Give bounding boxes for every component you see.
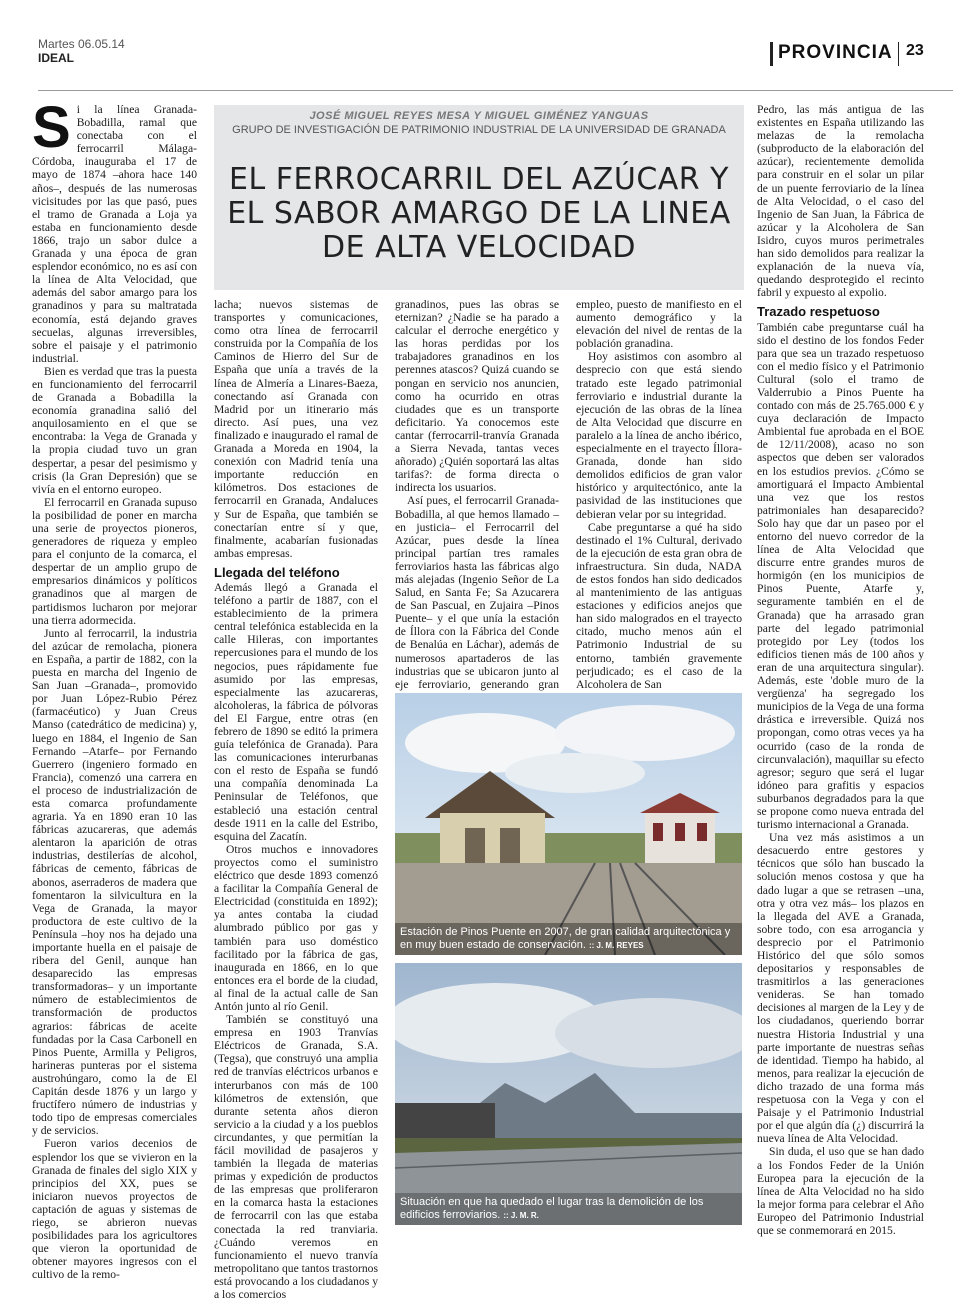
research-group: GRUPO DE INVESTIGACIÓN DE PATRIMONIO INDUSTRIAL DE LA UNIVERSIDAD DE GRANADA	[232, 124, 726, 136]
column-1-text	[32, 95, 197, 1282]
issue-date: Martes 06.05.14	[38, 37, 125, 51]
paragraph: Una vez más asistimos a un desacuerdo entre gestores y técnicos que sólo han buscado la solución menos costosa y que ha dado lugar a que se retrasen –una, otra y otra vez más– los plazos en la llegada del AVE a Granada, sobre todo, con esa arrogancia y desprecio por el Patrimonio Histórico del que sólo somos depositarios y responsables de trasmitirlos a las generaciones venideras. Se han tomado decisiones al margen de la Ley y de los ciudadanos, queriendo borrar nuestra Historia Industrial y una parte importante de nuestras señas de identidad. Tiempo ha habido, al menos, para realizar la ejecución de dicho trazado de una forma más respetuosa con la Vega y con el Paisaje y el Patrimonio Industrial por el que algún día (¿) discurrirá la nueva línea de Alta Velocidad.	[757, 831, 924, 1146]
column-2	[214, 298, 378, 1301]
column-3	[395, 298, 559, 704]
paragraph: Fueron varios decenios de esplendor los que se vivieron en la Granada de finales del siglo XIX y principios del XX, pues se iniciaron nuevos proyectos de captación de aguas y sistemas de riego, se abrieron nuevas posibilidades para los agricultores que vieron la oportunidad de obtener mayores ingresos con el cultivo de la remo-	[32, 1137, 197, 1282]
paragraph: Otros muchos e innovadores proyectos como el suministro eléctrico que desde 1893 comenzó a facilitar la Compañía General de Electricidad (constituida en 1892); ya antes contaba la ciudad alumbrado público por gas y también para uso doméstico facilitado por la fábrica de gas, inaugurada en 1866, en lo que entonces era el borde de la ciudad, al final de la actual calle de San Antón junto al río Genil.	[214, 842, 378, 1013]
page-number: 23	[906, 42, 924, 59]
photo-demolition-site	[395, 963, 742, 1225]
article-authors: JOSÉ MIGUEL REYES MESA Y MIGUEL GIMÉNEZ YANGUAS	[309, 110, 649, 122]
paragraph: i la línea Granada-Bobadilla, ramal que conectaba con el ferrocarril Málaga-Córdoba, inauguraba el 17 de mayo de 1874 –ahora hace 140 años–, después de las numerosas vicisitudes por las que pasó, pues el tramo de Granada a Loja ya estaba en funcionamiento desde 1866, trajo un sabor dulce a Granada y una época de gran esplendor económico, no es así con la línea de Alta Velocidad, que además del sabor amargo para los granadinos y para su maltratada economía, está dejando graves secuelas, algunas irreversibles, sobre el paisaje y el patrimonio industrial.	[32, 103, 197, 365]
photo1-caption-text: Estación de Pinos Puente en 2007, de gran calidad arquitectónica y en muy buen estado de conservación.	[400, 926, 731, 951]
paragraph: Bien es verdad que tras la puesta en funcionamiento del ferrocarril de Granada a Bobadilla la economía granadina salió del anquilosamiento en el que se encontraba: la Vega de Granada y la propia ciudad tuvo un gran despertar, a pesar del pesimismo y crisis (la Gran Depresión) que se vivía en el entorno europeo.	[32, 364, 197, 496]
paragraph: empleo, puesto de manifiesto en el aumento demográfico y la elevación del nivel de rentas de la población granadina.	[576, 298, 742, 351]
station-illustration	[395, 693, 742, 955]
section-divider	[770, 42, 773, 66]
column-4-text	[576, 298, 742, 691]
paragraph: El ferrocarril en Granada supuso la posibilidad de poner en marcha una serie de proyectos pioneros, generadores de riqueza y empleo para el conjunto de la comarca, el despertar de un amplio grupo de empresarios dinámicos y políticos granadinos que al margen de partidismos lucharon por mejorar una tierra adormecida.	[32, 495, 197, 627]
subhead-telefono: Llegada del teléfono	[214, 564, 340, 580]
paragraph: Además llegó a Granada el teléfono a partir de 1887, con el establecimiento de la primera central telefónica establecida en la calle Hileras, con importantes repercusiones para el mundo de los negocios, pues rápidamente fue asumido por las empresas, especialmente las azucareras, alcoholeras, la fábrica de pólvoras del El Fargue, entre otras (en febrero de 1890 se editó la primera guía telefónica de Granada). Para las comunicaciones interurbanas con el resto de España se fundó una compañía denominada La Peninsular de Teléfonos, que estableció una estación central desde 1911 en la calle del Estribo, esquina del Zacatín.	[214, 580, 378, 843]
paragraph: Sin duda, el uso que se han dado a los Fondos Feder de la Unión Europea para la ejecución de la línea de Alta Velocidad no ha sido la mejor forma para celebrar el Año Europeo del Patrimonio Industrial que se conmemorará en 2015.	[757, 1145, 924, 1237]
paragraph: Así pues, el ferrocarril Granada-Bobadilla, al que hemos llamado –en justicia– el Ferrocarril del Azúcar, pues desde la línea principal partían tres ramales ferroviarios hasta las fábricas algo más alejadas (Ingenio Señor de La Salud, en Santa Fe; Sa Azucarera de San Pascual, en Zujaira –Pinos Puente– y el que unía la estación de Íllora con la Fábrica del Conde de Benalúa en Láchar), además de numerosos apartaderos de las industrias que se ubicaron junto al eje ferroviario, generando gran	[395, 494, 559, 691]
header-rule	[38, 90, 953, 91]
column-5b-text	[757, 321, 924, 1238]
drop-cap: S	[32, 95, 71, 160]
paragraph: lacha; nuevos sistemas de transportes y comunicaciones, como otra línea de ferrocarril construida por la Compañía de los Caminos de Hierro del Sur de España que unía a través de la línea de Almería a Linares-Baeza, conectando así Granada con Madrid por un itinerario más directo. Así pues, una vez finalizado e inaugurado el ramal de Granada a Moreda en 1904, la conexión con Madrid tenía una importante reducción en kilómetros. Dos estaciones de ferrocarril en Granada, Andaluces y Sur de España, que también se conectarían entre sí y que, finalmente, acabarían fusionadas ambas empresas.	[214, 298, 378, 560]
article-headline: EL FERROCARRIL DEL AZÚCAR Y EL SABOR AMARGO DE LA LINEA DE ALTA VELOCIDAD	[227, 162, 731, 265]
column-2b-text	[214, 581, 378, 1301]
column-4	[576, 298, 742, 691]
paragraph: También se constituyó una empresa en 1903 Tranvías Eléctricos de Granada, S.A. (Tegsa), que construyó una amplia red de tranvías eléctricos urbanos e interurbanos con más de 100 kilómetros de extensión, que durante setenta años dieron servicio a la ciudad y a los pueblos circundantes, y que permitían la fácil movilidad de pasajeros y también la llegada de materias primas y expedición de productos de las empresas que proliferaron en la comarca hasta la estaciones de ferrocarril con las que estaba conectada la red tranviaria. ¿Cuándo veremos en funcionamiento el nuevo tranvía metropolitano que tantos trastornos está provocando a los ciudadanos y a los comercios	[214, 1013, 378, 1301]
newspaper-name: IDEAL	[38, 51, 74, 65]
section-name: PROVINCIA	[778, 42, 893, 63]
photo2-credit: :: J. M. R.	[503, 1211, 539, 1220]
subhead-trazado: Trazado respetuoso	[757, 304, 880, 320]
demolition-illustration	[395, 963, 742, 1225]
paragraph: Hoy asistimos con asombro al desprecio con que está siendo tratado este legado patrimonial ferroviario e industrial durante la ejecución de las obras de la línea de Alta Velocidad que discurre en paralelo a la línea de ancho ibérico, especialmente en el trayecto Íllora-Granada, donde han sido demolidos edificios de gran valor histórico y arquitectónico, ante la pasividad de las instituciones que debieran velar por su integridad.	[576, 350, 742, 521]
paragraph: También cabe preguntarse cuál ha sido el destino de los fondos Feder para que sea un trazado respetuoso con el medio físico y el Patrimonio Cultural (solo el tramo de Valderrubio a Pinos Puente ha contado con más de 25.765.000 € y cuya declaración de Impacto Ambiental fue aprobada en el BOE de 12/11/2008), acaso no son aspectos que deben ser valorados en los estudios previos. ¿Cómo se amortiguará el Impacto Ambiental una vez que los restos patrimoniales han desaparecido? Solo hay que dar un paseo por el entorno del nuevo corredor de la línea de Alta Velocidad que discurre entre grandes muros de hormigón (en los municipios de Pinos Puente, Atarfe y, seguramente también en el de Granada) que ha arrasado gran parte del legado patrimonial protegido por Ley (todos los edificios tienen más de 100 años y eran de una arquitectura singular). Además, este 'doble muro de la vergüenza' ha segregado los municipios de la Vega de una forma drástica e irreversible. Quizá nos propongan, como otras veces ya ha ocurrido (caso de la ronda de circunvalación), maquillar su efecto agresor; seguro que será el lugar idóneo para grafitis y espacios suburbanos degradados para la que se propone como nueva entrada del turismo internacional a Granada.	[757, 320, 924, 832]
paragraph: Cabe preguntarse a qué ha sido destinado el 1% Cultural, derivado de la ejecución de esta gran obra de infraestructura. Sin duda, NADA de estos fondos han sido dedicados al mantenimiento de las antiguas estaciones y edificios anejos que han sido malogrados en el trayecto citado, mucho menos aún el Patrimonio Industrial de su entorno, también gravemente perjudicado; es el caso de la Alcoholera de San	[576, 520, 742, 691]
photo1-credit: :: J. M. REYES	[588, 941, 644, 950]
page-divider	[898, 42, 899, 66]
paragraph: granadinos, pues las obras se eternizan? ¿Nadie se ha parado a calcular el derroche energético y las horas perdidas por los trabajadores granadinos en los perennes atascos? Quizá cuando se pongan en servicio nos anuncien, como ha ocurrido en otras ciudades que es un transporte deficitario. Ya conocemos este cantar (ferrocarril-tranvía Granada a Sierra Nevada, tantas veces añorado) ¿Quién soportará las altas tarifas?: de forma directa o indirecta los usuarios.	[395, 298, 559, 495]
photo1-caption	[395, 923, 742, 955]
photo2-caption-text: Situación en que ha quedado el lugar tras la demolición de los edificios ferroviarios.	[400, 1196, 704, 1221]
column-1	[32, 95, 197, 1282]
photo2-caption	[395, 1193, 742, 1225]
column-3-text	[395, 298, 559, 704]
column-2a-text	[214, 298, 378, 560]
paragraph: Pedro, las más antigua de las existentes en España utilizando las melazas de la remolacha (subproducto de la elaboración del azúcar), recientemente demolida para construir en el solar un pilar de un puente ferroviario de la línea de Alta Velocidad, o el caso del Ingenio de San Juan, la Fábrica de azúcar y la Alcoholera de San Isidro, cuyos muros perimetrales han sido demolidos para realizar la explanación de la nueva vía, quedando desprotegido el recinto fabril y expuesto al expolio.	[757, 103, 924, 300]
paragraph: Junto al ferrocarril, la industria del azúcar de remolacha, pionera en España, a partir de 1882, con la puesta en marcha del Ingenio de San Juan –Granada–, promovido por Juan López-Rubio Pérez (farmacéutico) y Juan Creus Manso (catedrático de medicina) y, luego en 1884, el Ingenio de San Fernando –Atarfe– por Fernando Guerrero (ingeniero formado en Francia), comenzó una carrera en el proceso de industrialización de esta comarca profundamente agraria. Ya en 1890 eran 10 las fábricas azucareras, que además alentaron la aparición de otras industrias, destilerías de alcohol, fábricas de cemento, fábricas de abonos, aserraderos de madera que fomentaron la silvicultura en la Vega de Granada, la mayor productora de este cultivo de la Península –hoy nos ha dejado una importante huella en el paisaje de ribera del Genil, aunque han desaparecido las empresas transformadoras– y un importante número de establecimientos de transformación de productos agrarios: fábricas de aceite fundadas por la Casa Carbonell en Pinos Puente, Armilla y Peligros, harineras punteras por el sistema austrohúngaro, como la de El Capitán desde 1876 y un largo y fructífero número de industrias y todo tipo de empresas comerciales y de servicios.	[32, 626, 197, 1138]
column-5	[757, 103, 924, 1237]
column-5a-text	[757, 103, 924, 299]
photo-station-2007	[395, 693, 742, 955]
